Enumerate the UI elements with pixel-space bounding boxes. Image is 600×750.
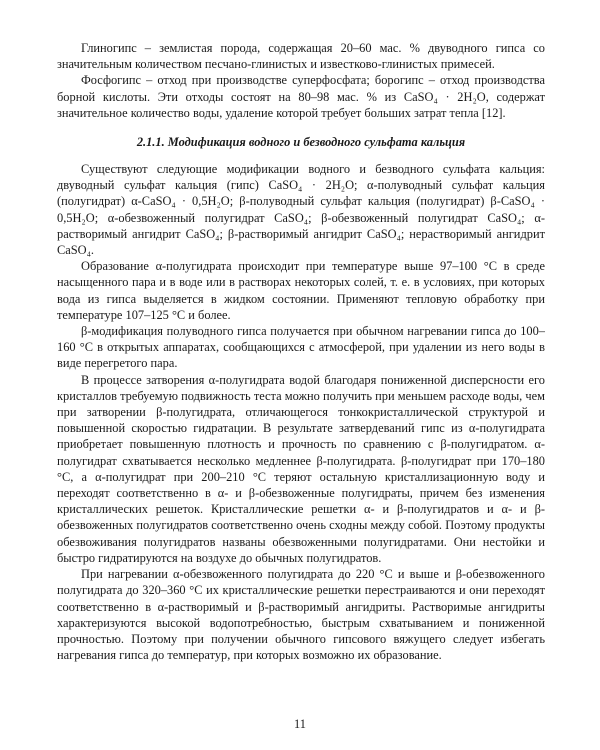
paragraph-heating-anhydrites: При нагревании α-обезвоженного полугидрата до 220 °С и выше и β-обезвоженного полугидрата до 320–360 °С их кристаллические решетки перестраиваются и они переходят соответственно в α-растворимый и β-растворимый ангидриты. Растворимые ангидриты характеризуются высокой водопотребностью, быстрым схватыванием и пониженной прочностью. Поэтому при получении обычного гипсового вяжущего следует избегать нагревания гипса до температур, при которых возможно их образование. xyxy=(57,567,545,663)
paragraph-glinogips: Глиногипс – землистая порода, содержащая 20–60 мас. % двуводного гипса со значительным количеством песчано-глинистых и известково-глинистых примесей. xyxy=(57,41,545,72)
paragraph-setting-process: В процессе затворения α-полугидрата водой благодаря пониженной дисперсности его кристаллов требуемую подвижность теста можно получить при меньшем расходе воды, чем при затворении β-полугидрата, отличающегося тонкокристаллической структурой и повышенной скоростью гидратации. В результате затвердеваний гипс из α-полугидрата приобретает повышенную плотность и прочность по сравнению с β-полугидратом. α-полугидрат схватывается несколько медленнее β-полугидрата. β-полугидрат при 170–180 °С, а α-полугидрат при 200–210 °С теряют остальную кристаллизационную воду и переходят соответственно в α- и β-обезвоженные полугидраты, причем без изменения кристаллических решеток. Кристаллические решетки α- и β-полугидратов и α- и β-обезвоженных полугидратов соответственно очень сходны между собой. Поэтому продукты обезвоживания полугидратов названы обезвоженными полугидратами. Они нестойки и быстро гидратируются на воздухе до обычных полугидратов. xyxy=(57,372,545,565)
paragraph-modifications-list: Существуют следующие модификации водного и безводного сульфата кальция: двуводный сульфат кальция (гипс) CaSO₄ · 2H₂O; α-полуводный сульфат кальция (полугидрат) α-CaSO₄ · 0,5H₂O; β-полуводный сульфат кальция (полугидрат) β-CaSO₄ · 0,5H₂O; α-обезвоженный полугидрат CaSO₄; β-обезвоженный полугидрат CaSO₄; α-растворимый ангидрит CaSO₄; β-растворимый ангидрит CaSO₄; нерастворимый ангидрит CaSO₄. xyxy=(57,162,545,258)
paragraph-beta-modification: β-модификация полуводного гипса получается при обычном нагревании гипса до 100–160 °С в открытых аппаратах, сообщающихся с атмосферой, при удалении из него воды в виде перегретого пара. xyxy=(57,324,545,371)
section-heading: 2.1.1. Модификация водного и безводного сульфата кальция xyxy=(136,135,466,150)
paragraph-fosfogips: Фосфогипс – отход при производстве суперфосфата; борогипс – отход производства борной кислоты. Эти отходы состоят на 80–98 мас. % из CaSO₄ · 2H₂O, содержат значительное количество воды, удаление которой требует больших затрат тепла [12]. xyxy=(57,73,545,120)
page-number: 11 xyxy=(294,717,306,731)
document-page xyxy=(57,40,545,663)
paragraph-alpha-formation: Образование α-полугидрата происходит при температуре выше 97–100 °С в среде насыщенного пара и в воде или в растворах некоторых солей, т. е. в условиях, при которых вода из гипса выделяется в жидком состоянии. Применяют тепловую обработку при температуре 107–125 °С и более. xyxy=(57,259,545,322)
